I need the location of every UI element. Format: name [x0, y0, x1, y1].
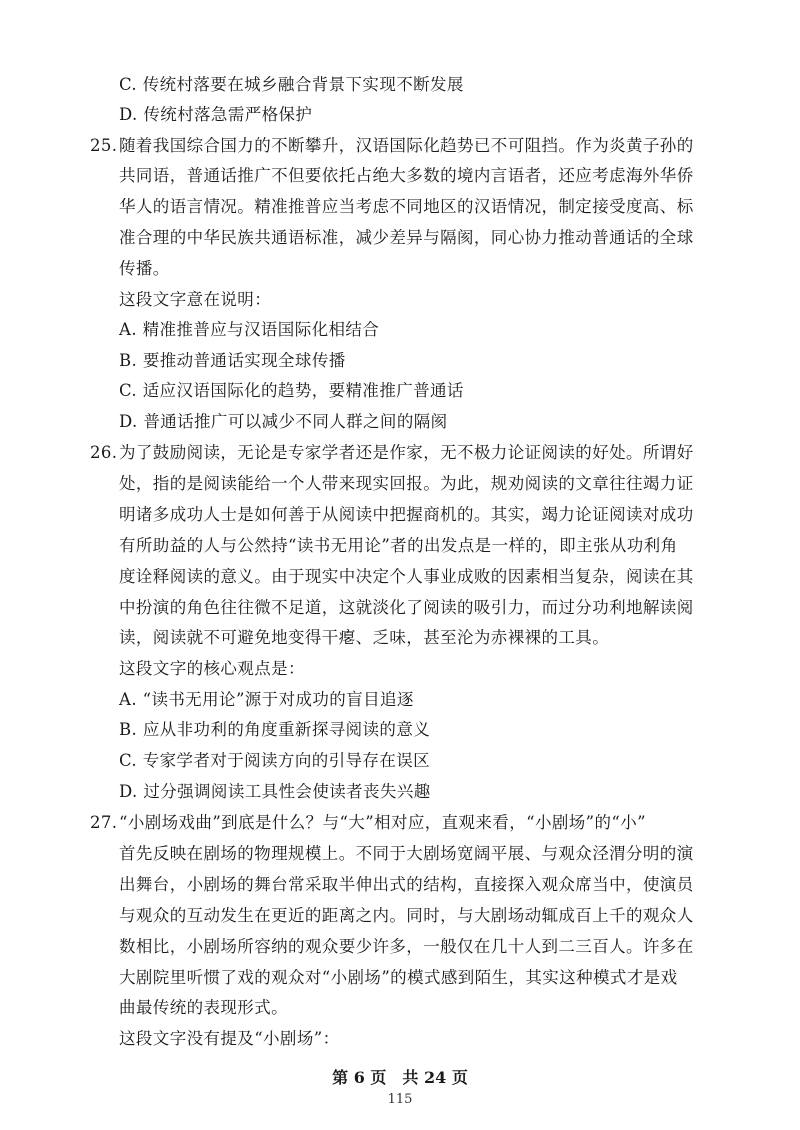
question-26-option-b: B. 应从非功利的角度重新探寻阅读的意义 [119, 720, 431, 739]
question-25-line: 共同语，普通话推广不但要依托占绝大多数的境内言语者，还应考虑海外华侨 [119, 166, 694, 185]
question-26-number: 26. [90, 443, 118, 462]
question-26-line: 为了鼓励阅读，无论是专家学者还是作家，无不极力论证阅读的好处。所谓好 [119, 443, 694, 462]
question-25-option-c: C. 适应汉语国际化的趋势，要精准推广普通话 [119, 381, 464, 400]
question-26-option-c: C. 专家学者对于阅读方向的引导存在误区 [119, 751, 431, 770]
question-27-line: 首先反映在剧场的物理规模上。不同于大剧场宽阔平展、与观众泾渭分明的演 [119, 844, 694, 863]
question-26-line: 读，阅读就不可避免地变得干瘪、乏味，甚至沦为赤裸裸的工具。 [119, 628, 610, 647]
question-25-number: 25. [90, 136, 118, 155]
question-26-line: 中扮演的角色往往微不足道，这就淡化了阅读的吸引力，而过分功利地解读阅 [119, 598, 694, 617]
question-26-option-d: D. 过分强调阅读工具性会使读者丧失兴趣 [119, 782, 431, 801]
question-25-option-a: A. 精准推普应与汉语国际化相结合 [119, 320, 380, 339]
question-27-line: 大剧院里听惯了戏的观众对“小剧场”的模式感到陌生，其实这种模式才是戏 [119, 968, 678, 987]
question-27-line: 曲最传统的表现形式。 [119, 998, 288, 1017]
question-26-option-a: A. “读书无用论”源于对成功的盲目追逐 [119, 690, 414, 709]
prev-option-c: C. 传统村落要在城乡融合背景下实现不断发展 [119, 75, 464, 94]
question-25-line: 随着我国综合国力的不断攀升，汉语国际化趋势已不可阻挡。作为炎黄子孙的 [119, 136, 694, 155]
question-25-line: 准合理的中华民族共通语标准，减少差异与隔阂，同心协力推动普通话的全球 [119, 228, 694, 247]
question-25-prompt: 这段文字意在说明： [119, 290, 272, 309]
question-27-prompt: 这段文字没有提及“小剧场”： [119, 1029, 340, 1048]
question-27-line: 与观众的互动发生在更近的距离之内。同时，与大剧场动辄成百上千的观众人 [119, 906, 694, 925]
question-26-prompt: 这段文字的核心观点是： [119, 659, 305, 678]
question-27-line: “小剧场戏曲”到底是什么？与“大”相对应，直观来看，“小剧场”的“小” [119, 813, 646, 832]
question-27-line: 出舞台，小剧场的舞台常采取半伸出式的结构，直接探入观众席当中，使演员 [119, 875, 694, 894]
question-25-option-d: D. 普通话推广可以减少不同人群之间的隔阂 [119, 412, 448, 431]
prev-option-d: D. 传统村落急需严格保护 [119, 105, 313, 124]
question-25-line: 传播。 [119, 259, 170, 278]
question-26-line: 度诠释阅读的意义。由于现实中决定个人事业成败的因素相当复杂，阅读在其 [119, 567, 694, 586]
question-25-option-b: B. 要推动普通话实现全球传播 [119, 351, 346, 370]
question-25-line: 华人的语言情况。精准推普应当考虑不同地区的汉语情况，制定接受度高、标 [119, 197, 694, 216]
question-27-line: 数相比，小剧场所容纳的观众要少许多，一般仅在几十人到二三百人。许多在 [119, 937, 694, 956]
question-27-number: 27. [90, 813, 118, 832]
page-indicator: 第 6 页 共 24 页 [332, 1068, 468, 1087]
question-26-line: 有所助益的人与公然持“读书无用论”者的出发点是一样的，即主张从功利角 [119, 536, 678, 555]
question-26-line: 处，指的是阅读能给一个人带来现实回报。为此，规劝阅读的文章往往竭力证 [119, 474, 694, 493]
page-number: 115 [387, 1092, 413, 1107]
question-26-line: 明诸多成功人士是如何善于从阅读中把握商机的。其实，竭力论证阅读对成功 [119, 505, 694, 524]
